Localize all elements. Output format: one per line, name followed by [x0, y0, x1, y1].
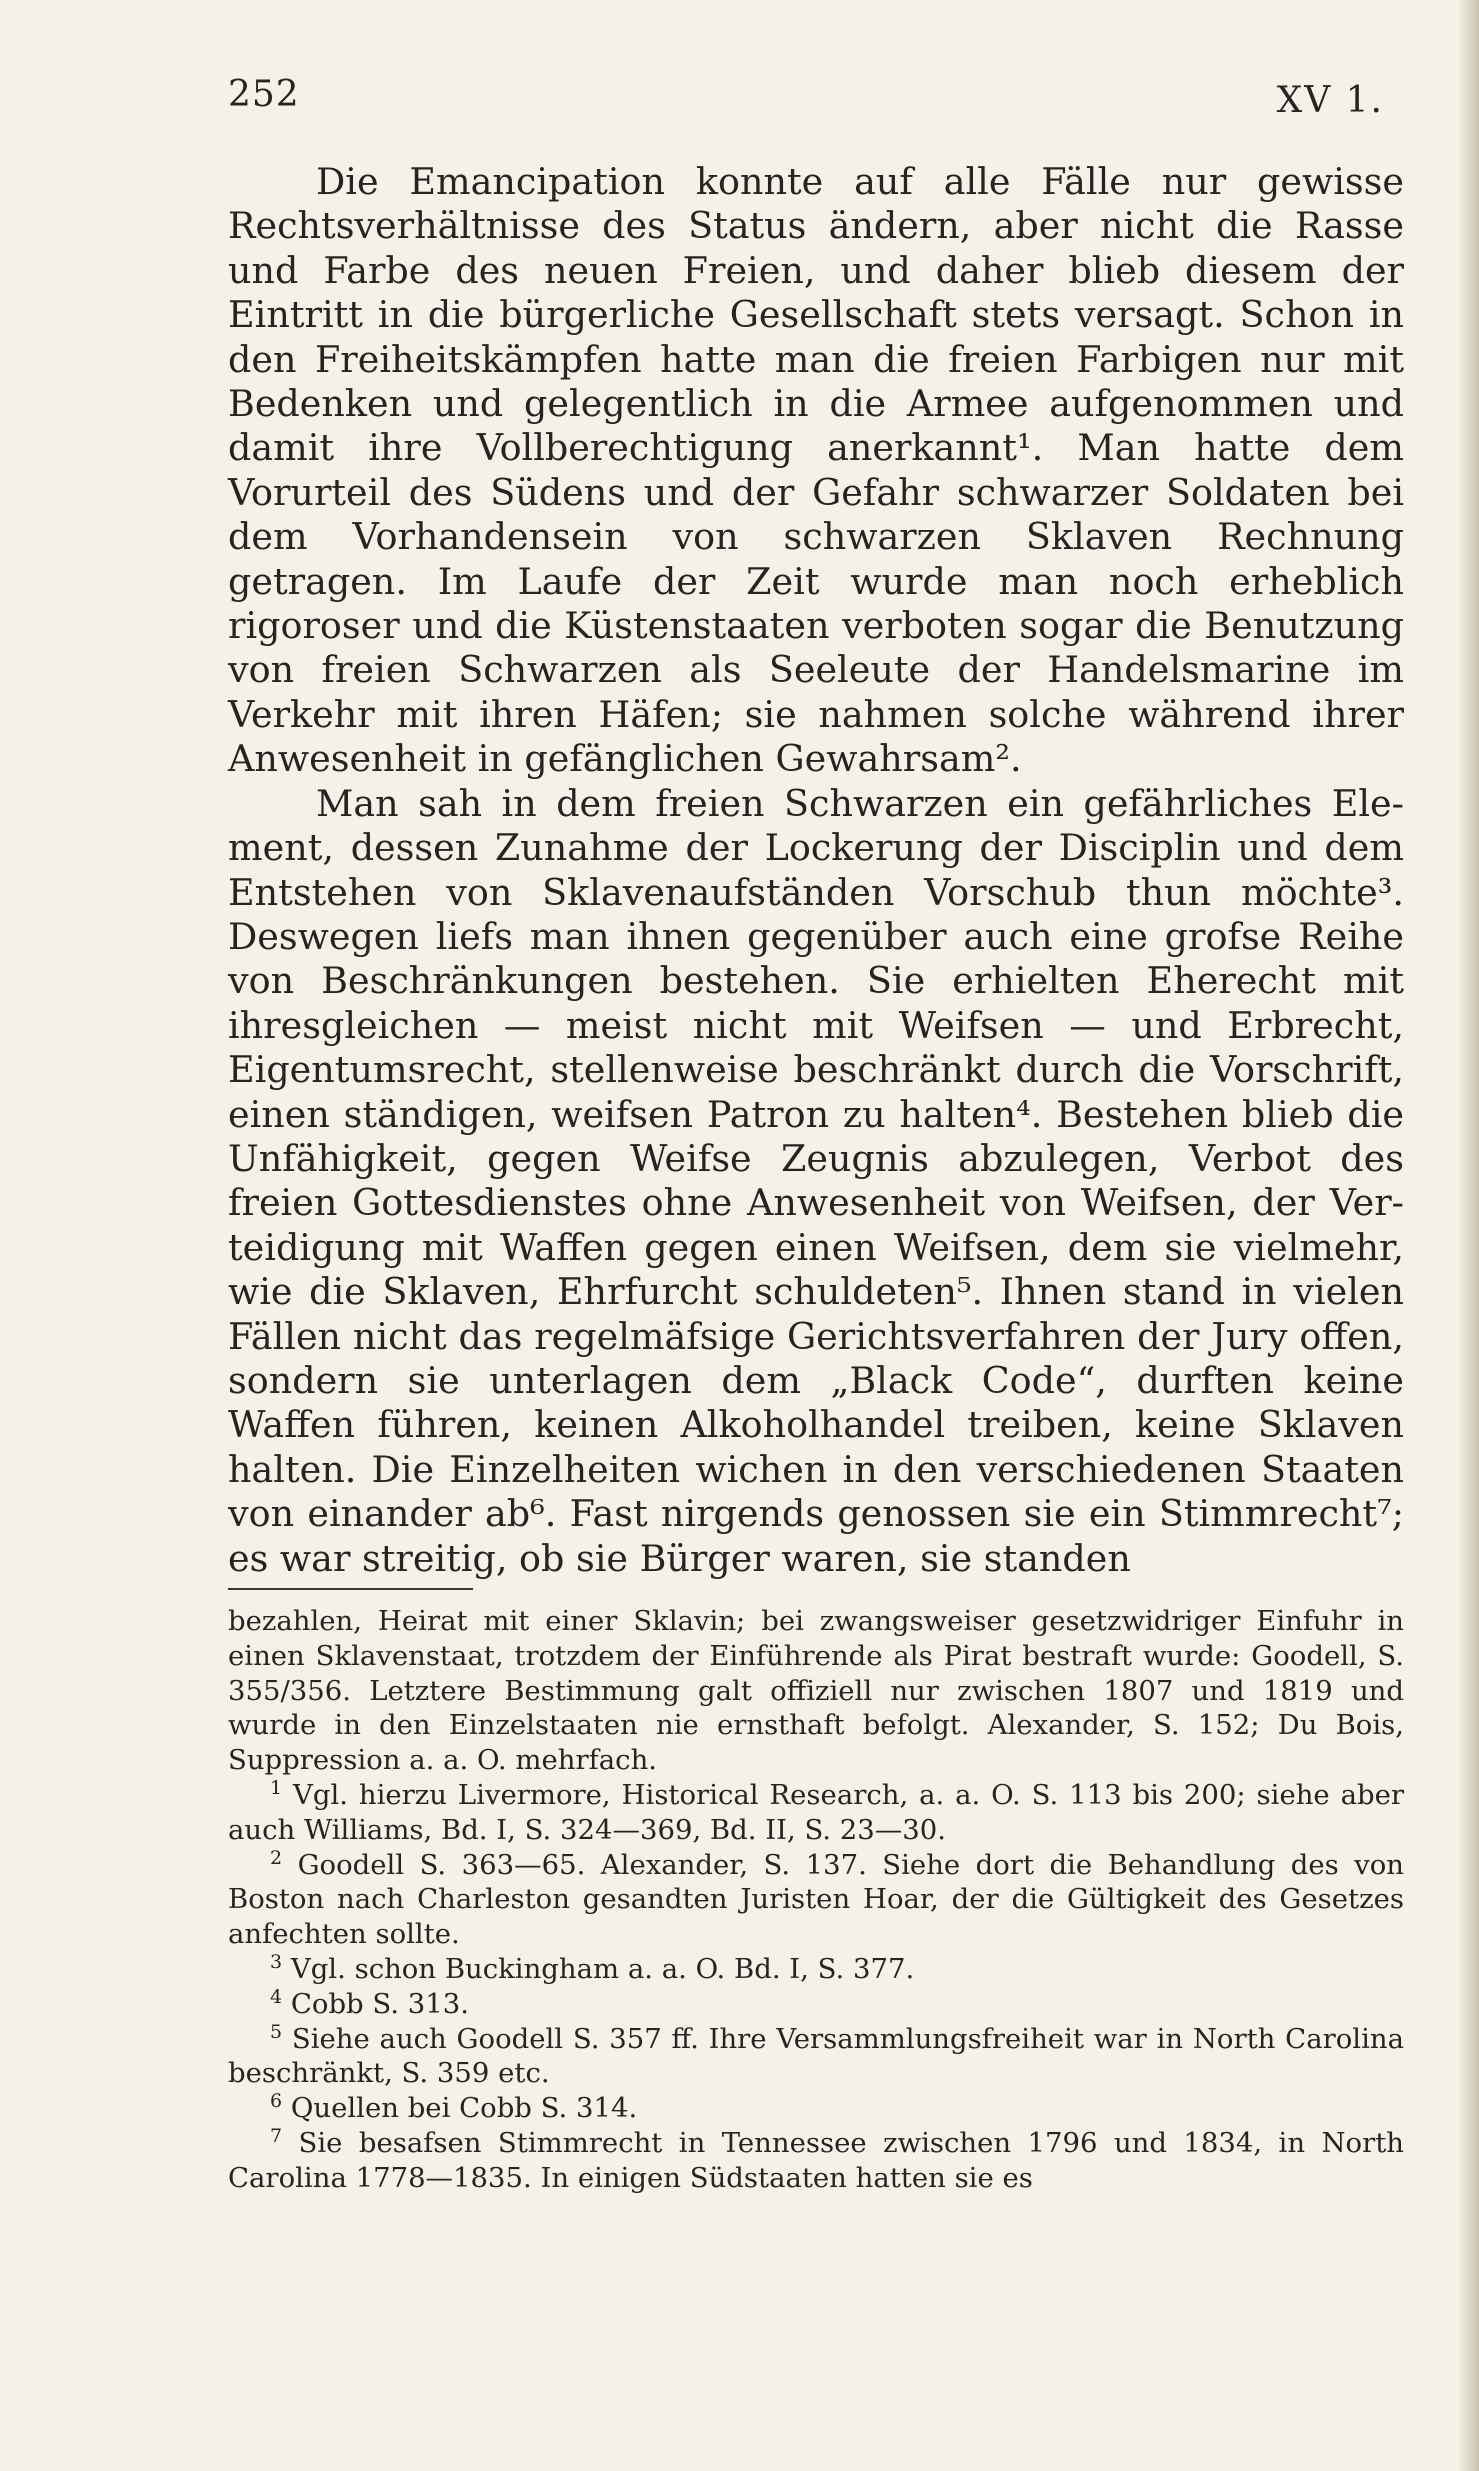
main-text — [228, 160, 1404, 1581]
footnote — [228, 1778, 1404, 1848]
footnote-continuation: bezahlen, Heirat mit einer Sklavin; bei zwangsweiser gesetzwidriger Einfuhr in einen Sklavenstaat, trotzdem der Einführende als Pirat bestraft wurde: Goodell, S. 355/356. Letztere Bestimmung galt offiziell nur zwischen 1807 und 1819 und wurde in den Einzelstaaten nie ernsthaft befolgt. Alexander, S. 152; Du Bois, Suppression a. a. O. mehrfach. — [228, 1605, 1404, 1777]
page-edge-shadow — [1457, 0, 1479, 2471]
footnote-mark: 3 — [270, 1950, 283, 1973]
footnote-separator — [228, 1588, 473, 1590]
chapter-marker: XV 1. — [1276, 80, 1384, 121]
footnote-text: Cobb S. 313. — [290, 1987, 469, 2020]
footnote-mark: 5 — [270, 2020, 283, 2043]
footnote-text: Vgl. hierzu Livermore, Historical Research, a. a. O. S. 113 bis 200; siehe aber auch Williams, Bd. I, S. 324—369, Bd. II, S. 23—30. — [228, 1778, 1404, 1846]
footnote-mark: 2 — [270, 1846, 283, 1869]
footnote — [228, 1987, 1404, 2022]
running-header — [228, 74, 1384, 134]
page-number: 252 — [228, 74, 300, 115]
footnote-text: Vgl. schon Buckingham a. a. O. Bd. I, S. 377. — [290, 1952, 915, 1985]
footnote-mark: 7 — [270, 2124, 283, 2147]
paragraph: Die Emancipation konnte auf alle Fälle nur gewisse Rechtsverhältnisse des Status ändern, aber nicht die Rasse und Farbe des neuen Freien, und daher blieb diesem der Eintritt in die bürgerliche Gesellschaft stets versagt. Schon in den Freiheitskämpfen hatte man die freien Farbigen nur mit Bedenken und gelegentlich in die Armee aufgenommen und damit ihre Vollberechtigung anerkannt¹. Man hatte dem Vorurteil des Südens und der Gefahr schwarzer Soldaten bei dem Vorhandensein von schwarzen Sklaven Rechnung getragen. Im Laufe der Zeit wurde man noch erheblich rigoroser und die Küstenstaaten verboten sogar die Benutzung von freien Schwarzen als Seeleute der Handelsmarine im Verkehr mit ihren Häfen; sie nahmen solche während ihrer Anwesenheit in gefänglichen Gewahrsam². — [228, 160, 1404, 781]
footnote-mark: 6 — [270, 2090, 283, 2112]
footnote-text: Siehe auch Goodell S. 357 ff. Ihre Versammlungsfreiheit war in North Carolina beschränkt, S. 359 etc. — [228, 2022, 1404, 2090]
footnote-mark: 4 — [270, 1985, 283, 2008]
footnote-text: Quellen bei Cobb S. 314. — [290, 2092, 638, 2125]
footnote-text: Goodell S. 363—65. Alexander, S. 137. Siehe dort die Behandlung des von Boston nach Charleston gesandten Juristen Hoar, der die Gültigkeit des Gesetzes anfechten sollte. — [228, 1848, 1405, 1951]
paragraph: Man sah in dem freien Schwarzen ein gefährliches Element, dessen Zunahme der Lockerung der Disciplin und dem Entstehen von Sklavenaufständen Vorschub thun möchte³. Deswegen liefs man ihnen gegenüber auch eine grofse Reihe von Beschränkungen bestehen. Sie erhielten Eherecht mit ihresgleichen — meist nicht mit Weifsen — und Erbrecht, Eigentumsrecht, stellenweise beschränkt durch die Vorschrift, einen ständigen, weifsen Patron zu halten⁴. Bestehen blieb die Unfähigkeit, gegen Weifse Zeugnis abzulegen, Verbot des freien Gottesdienstes ohne Anwesenheit von Weifsen, der Verteidigung mit Waffen gegen einen Weifsen, dem sie vielmehr, wie die Sklaven, Ehrfurcht schuldeten⁵. Ihnen stand in vielen Fällen nicht das regelmäfsige Gerichtsverfahren der Jury offen, sondern sie unterlagen dem „Black Code“, durften keine Waffen führen, keinen Alkoholhandel treiben, keine Sklaven halten. Die Einzelheiten wichen in den verschiedenen Staaten von einander ab⁶. Fast nirgends genossen sie ein Stimmrecht⁷; es war streitig, ob sie Bürger waren, sie standen — [228, 781, 1404, 1580]
footnote — [228, 1848, 1404, 1952]
footnote — [228, 2091, 1404, 2126]
footnote — [228, 1952, 1404, 1987]
footnote-mark: 1 — [270, 1776, 283, 1799]
footnote — [228, 2022, 1404, 2092]
footnote — [228, 2126, 1404, 2196]
footnote-text: Sie besafsen Stimmrecht in Tennessee zwischen 1796 und 1834, in North Carolina 1778—1835. In einigen Südstaaten hatten sie es — [228, 2126, 1404, 2194]
footnotes — [228, 1604, 1404, 2196]
